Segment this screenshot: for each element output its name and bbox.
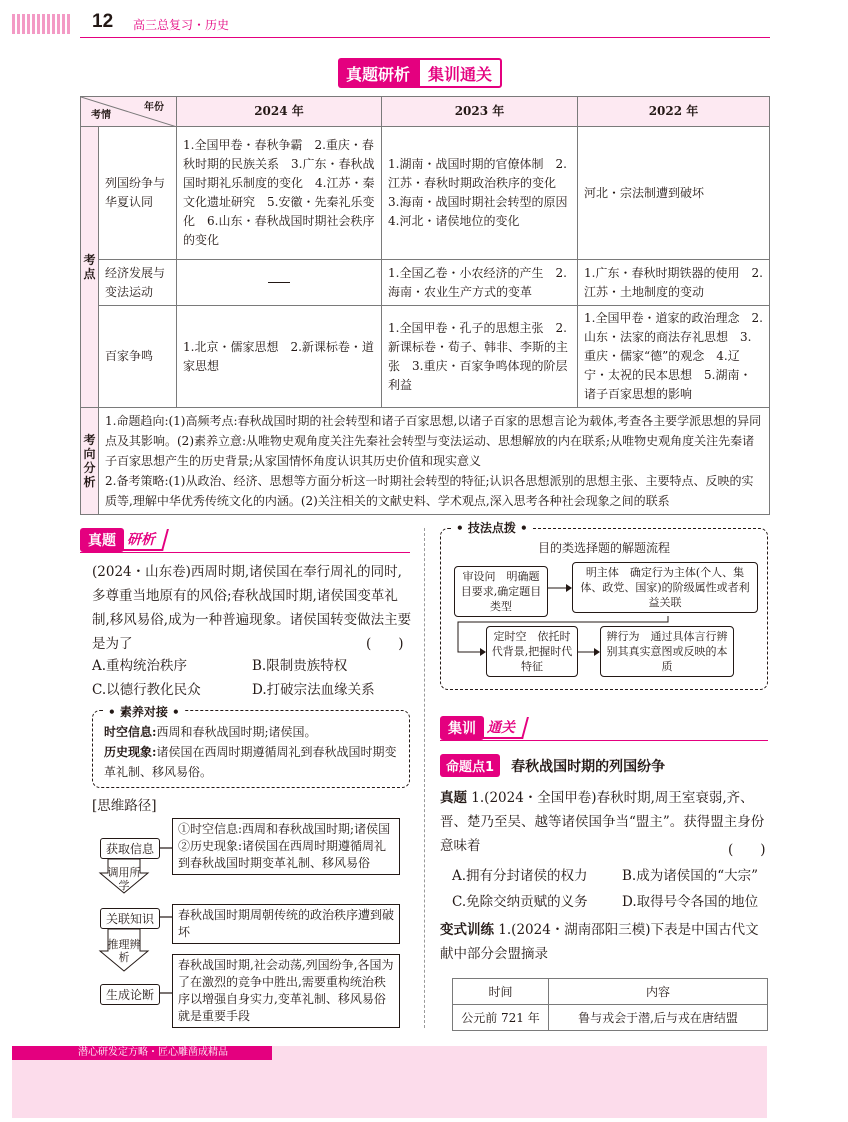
- header-divider: [80, 37, 770, 38]
- table-cell: 1.全国乙卷・小农经济的产生 2.海南・农业生产方式的变革: [382, 260, 578, 306]
- suyang-line-2: [104, 742, 404, 782]
- tag-part-a: 真题: [80, 528, 124, 552]
- q1-label: 真题: [440, 790, 467, 806]
- tag-underline: [80, 552, 410, 553]
- analysis-item-1: 1.命题趋向:(1)高频考点:春秋战国时期的社会转型和诸子百家思想,以诸子百家的思想言论为载体,考查各主要学派思想的异同点及其影响。(2)素养立意:从唯物史观角度关注先秦社会转型与变法运动、思想解放的内在联系;从唯物史观角度关注先秦诸子百家思想产生的历史背景;从家国情怀角度认识其历史价值和现实意义: [105, 414, 762, 468]
- jifa-title-text: 技法点拨: [467, 521, 516, 535]
- flow-title: 目的类选择题的解题流程: [537, 541, 670, 555]
- column-divider: [424, 528, 425, 1028]
- category-cell: 经济发展与变法运动: [99, 260, 177, 306]
- huimeng-table: [452, 978, 768, 1031]
- section-tag-zhenti: [80, 528, 166, 552]
- suyang-line-1: [104, 722, 404, 742]
- path-box-1: ①时空信息:西周和春秋战国时期;诸侯国 ②历史现象:诸侯国在西周时期遵循周礼到春秋战国时期变革礼制、移风易俗: [172, 818, 400, 875]
- path-label-huoqu: 获取信息: [100, 838, 160, 859]
- path-box-3: 春秋战国时期,社会动荡,列国纷争,各国为了在激烈的竞争中胜出,需要重构统治秩序以增强自身实力,变革礼制、移风易俗就是重要手段: [172, 954, 400, 1028]
- analysis-cell: [99, 408, 770, 515]
- header-title: 高三总复习・历史: [133, 18, 230, 32]
- option-c: C.以德行教化民众: [92, 682, 201, 698]
- suyang-key-2: 历史现象:: [104, 745, 157, 759]
- q1-option-d: D.取得号令各国的地位: [622, 894, 759, 910]
- path-arrow-2-label: 推理辨析: [107, 938, 141, 964]
- path-box-2: 春秋战国时期周朝传统的政治秩序遭到破坏: [172, 904, 400, 944]
- path-label-shengcheng: 生成论断: [100, 984, 160, 1005]
- corner-kaoqing-label: 考情: [91, 110, 111, 121]
- tag-part-b: 研析: [121, 529, 169, 551]
- flow-step-3: 定时空 依托时代背景,把握时代特征: [486, 626, 578, 677]
- table-cell-empty: [177, 260, 382, 306]
- q1-option-c: C.免除交纳贡赋的义务: [452, 894, 588, 910]
- category-cell: 列国纷争与华夏认同: [99, 127, 177, 260]
- q1-option-b: B.成为诸侯国的“大宗”: [622, 868, 759, 884]
- section-tag-jixun: [440, 716, 526, 740]
- table-cell: 1.广东・春秋时期铁器的使用 2.江苏・土地制度的变动: [578, 260, 770, 306]
- table-corner: [81, 97, 177, 127]
- answer-paren: ( ): [366, 636, 404, 652]
- q2-text: 下表是中国古代文献中部分会盟摘录: [440, 922, 759, 962]
- option-d: D.打破宗法血缘关系: [252, 682, 375, 698]
- footer-slogan: 潜心研发定方略・匠心雕凿成精品: [12, 1046, 272, 1060]
- banner-part1: 真题研析: [338, 58, 418, 88]
- page-number: 12: [92, 11, 114, 32]
- tag-part-b: 通关: [481, 717, 529, 739]
- table-cell: 1.全国甲卷・孔子的思想主张 2.新课标卷・荀子、韩非、李斯的主张 3.重庆・百家争鸣体现的阶层利益: [382, 306, 578, 408]
- suyang-val-1: 西周和春秋战国时期;诸侯国。: [156, 725, 317, 739]
- suyang-title-text: 素养对接: [119, 705, 168, 719]
- path-arrow-1-label: 调用所学: [107, 866, 141, 892]
- flow-step-1: 审设问 明确题目要求,确定题目类型: [454, 566, 548, 617]
- year-header-2023: 2023 年: [382, 97, 578, 127]
- table-cell: 河北・宗法制遭到破坏: [578, 127, 770, 260]
- suyang-key-1: 时空信息:: [104, 725, 157, 739]
- question-source: (2024・山东卷): [92, 564, 191, 580]
- analysis-label: 考向分析: [81, 408, 99, 515]
- table-cell: 鲁与戎会于潜,后与戎在唐结盟: [549, 1005, 768, 1031]
- banner-part2: 集训通关: [418, 58, 502, 88]
- exam-analysis-table: [80, 96, 770, 515]
- corner-year-label: 年份: [144, 102, 164, 113]
- empty-dash: [268, 282, 290, 283]
- section-banner: [338, 58, 502, 88]
- table-cell: 公元前 721 年: [453, 1005, 549, 1031]
- tag-part-a: 集训: [440, 716, 484, 740]
- question-2: [440, 918, 770, 966]
- option-b: B.限制贵族特权: [252, 658, 348, 674]
- analysis-item-2: 2.备考策略:(1)从政治、经济、思想等方面分析这一时期社会转型的特征;认识各思想派别的思想主张、主要特点、反映的实质等,理解中华优秀传统文化的内涵。(2)关注相关的文献史料、学术观点,深入思考各种社会现象之间的联系: [105, 474, 754, 508]
- q2-source: 1.(2024・湖南邵阳三模): [498, 922, 651, 938]
- flow-step-2: 明主体 确定行为主体(个人、集体、政党、国家)的阶级属性或者利益关联: [572, 562, 758, 613]
- category-cell: 百家争鸣: [99, 306, 177, 408]
- point-heading: [440, 754, 665, 777]
- table-cell: 1.全国甲卷・春秋争霸 2.重庆・春秋时期的民族关系 3.广东・春秋战国时期礼乐制度的变化 4.江苏・秦文化遗址研究 5.安徽・先秦礼乐变化 6.山东・春秋战国时期社会秩序的变化: [177, 127, 382, 260]
- suyang-val-2: 诸侯国在西周时期遵循周礼到春秋战国时期变革礼制、移风易俗。: [104, 745, 397, 779]
- question-main: [92, 560, 412, 656]
- flow-step-4: 辨行为 通过具体言行辨别其真实意图或反映的本质: [600, 626, 734, 677]
- tag-underline: [440, 740, 768, 741]
- kaodian-label: 考点: [81, 127, 99, 408]
- table-header: 内容: [549, 979, 768, 1005]
- question-text: 西周时期,诸侯国在奉行周礼的同时,多尊重当地原有的风俗;春秋战国时期,诸侯国变革礼制,移风易俗,成为一种普遍现象。诸侯国转变做法主要是为了: [92, 564, 412, 652]
- q1-source: 1.(2024・全国甲卷): [471, 790, 597, 806]
- q1-paren: ( ): [728, 842, 766, 858]
- header-decoration: [12, 14, 72, 34]
- question-1: [440, 786, 770, 858]
- q1-option-a: A.拥有分封诸侯的权力: [452, 868, 588, 884]
- table-header: 时间: [453, 979, 549, 1005]
- q2-label: 变式训练: [440, 922, 494, 938]
- q1-text: 春秋时期,周王室衰弱,齐、晋、楚乃至吴、越等诸侯国争当“盟主”。获得盟主身份意味着: [440, 790, 765, 854]
- jifa-title: • 技法点拨 •: [452, 518, 532, 538]
- table-cell: 1.北京・儒家思想 2.新课标卷・道家思想: [177, 306, 382, 408]
- table-cell: 1.全国甲卷・道家的政治理念 2.山东・法家的商法存礼思想 3.重庆・儒家“德”的观念 4.辽宁・太祝的民本思想 5.湖南・诸子百家思想的影响: [578, 306, 770, 408]
- year-header-2022: 2022 年: [578, 97, 770, 127]
- point-title: 春秋战国时期的列国纷争: [511, 759, 666, 775]
- suyang-title: • 素养对接 •: [104, 702, 184, 722]
- table-cell: 1.湖南・战国时期的官僚体制 2.江苏・春秋时期政治秩序的变化 3.海南・战国时期社会转型的原因 4.河北・诸侯地位的变化: [382, 127, 578, 260]
- path-label-guanlian: 关联知识: [100, 908, 160, 929]
- year-header-2024: 2024 年: [177, 97, 382, 127]
- point-tag: 命题点1: [440, 754, 500, 777]
- option-a: A.重构统治秩序: [92, 658, 188, 674]
- path-title: [思维路径]: [92, 798, 157, 814]
